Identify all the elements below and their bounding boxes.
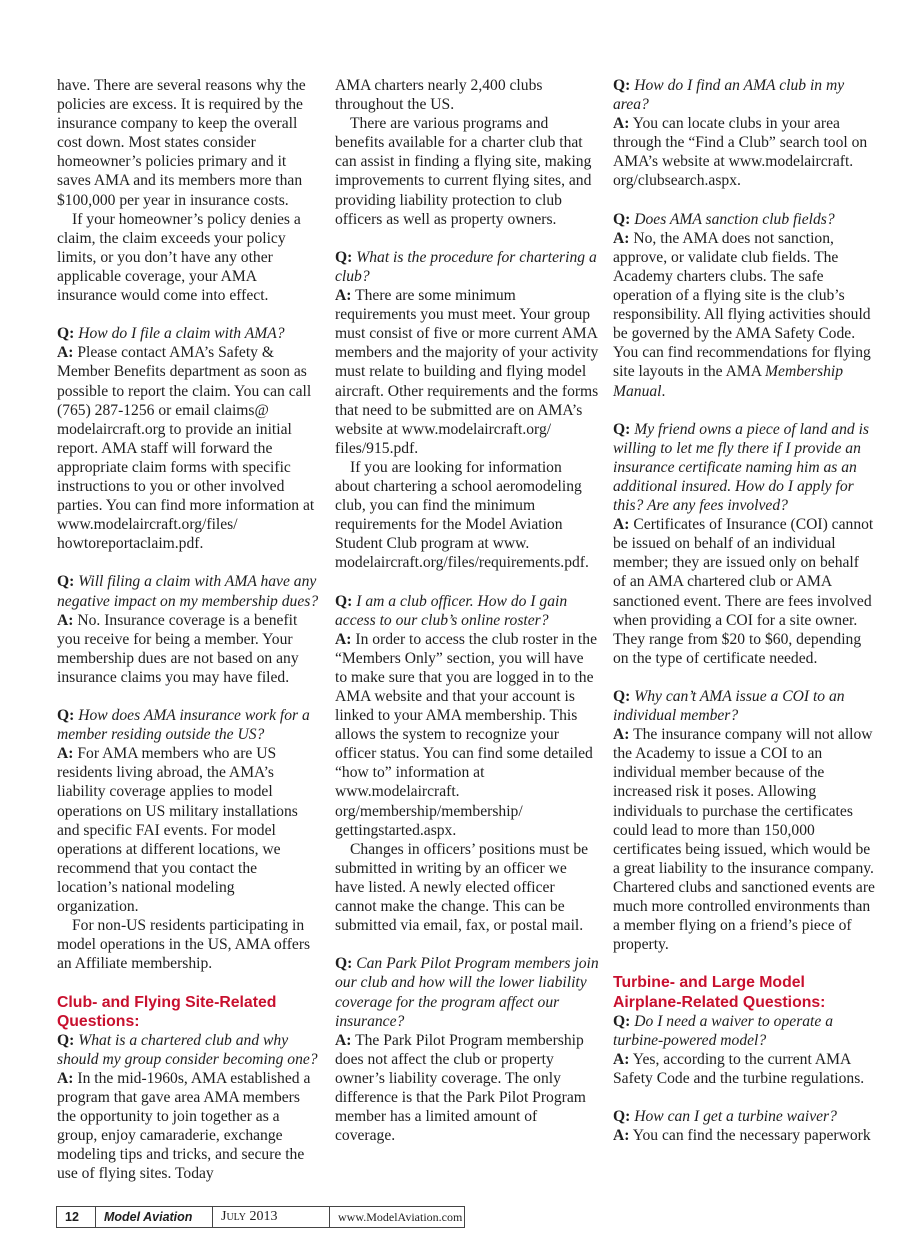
a-label: A:: [57, 344, 74, 362]
question-text: How does AMA insurance work for a member residing outside the US?: [57, 707, 310, 744]
answer: [613, 725, 875, 954]
question: [335, 248, 599, 286]
magazine-name: Model Aviation: [96, 1207, 213, 1227]
q-label: Q:: [57, 1031, 75, 1049]
answer: [613, 1050, 875, 1088]
question-text: I am a club officer. How do I gain access to our club’s online roster?: [335, 592, 568, 629]
q-label: Q:: [613, 688, 631, 705]
question-text: Do I need a waiver to operate a turbine-powered model?: [613, 1012, 834, 1049]
question-text: How do I file a claim with AMA?: [78, 325, 285, 343]
q-label: Q:: [613, 1108, 631, 1126]
q-label: Q:: [613, 420, 631, 438]
q-label: Q:: [57, 325, 75, 343]
answer: [335, 1031, 599, 1146]
question-text: How can I get a turbine waiver?: [634, 1108, 837, 1126]
question-text: Can Park Pilot Program members join our club and how will the lower liability coverage for the program affect our insurance?: [335, 955, 599, 1030]
answer-text-italic: Membership Manual: [613, 363, 844, 400]
answer-text: There are some minimum requirements you must meet. Your group must consist of five or more current AMA members and the majority of your activity must relate to building and flying model aircraft. Other requirements and the forms that need to be submitted are on AMA’s website at www.modelaircraft.org/ files/915.pdf.: [335, 287, 599, 457]
page-footer: [56, 1206, 465, 1228]
question: [335, 954, 599, 1030]
paragraph: If you are looking for information about chartering a school aeromodeling club, you can find the minimum requirements for the Model Aviation Student Club program at www. modelaircraft.org/files/requirements.pdf.: [335, 458, 589, 572]
question-text: My friend owns a piece of land and is willing to let me fly there if I provide an insurance certificate naming him as an additional insured. How do I apply for this? Are any fees involved?: [613, 420, 869, 515]
issue-date: July 2013: [213, 1207, 330, 1227]
question: [613, 210, 875, 229]
a-label: A:: [335, 1031, 352, 1049]
a-label: A:: [613, 229, 630, 247]
a-label: A:: [335, 630, 352, 648]
question-text: How do I find an AMA club in my area?: [613, 77, 845, 114]
q-label: Q:: [613, 210, 631, 228]
q-label: Q:: [335, 955, 353, 973]
a-label: A:: [57, 1069, 74, 1087]
question: [613, 1012, 875, 1050]
question: [613, 1107, 875, 1126]
q-label: Q:: [613, 77, 631, 94]
question: [613, 687, 875, 725]
a-label: A:: [613, 1050, 630, 1068]
paragraph: have. There are several reasons why the policies are excess. It is required by the insurance company to keep the overall cost down. Most states consider homeowner’s policies primary and it saves AMA and its members more than $100,000 per year in insurance costs.: [57, 77, 306, 209]
paragraph: There are various programs and benefits available for a charter club that can assist in finding a flying site, making improvements to current flying sites, and providing liability protection to club officers as well as property owners.: [335, 115, 592, 228]
a-label: A:: [613, 1127, 630, 1145]
answer-text: The insurance company will not allow the Academy to issue a COI to an individual member because of the increased risk it poses. Allowing individuals to purchase the certificates could lead to more than 150,000 certificates being issued, which would be a great liability to the insurance company. Chartered clubs and sanctioned events are much more controlled environments than a member flying on a friend’s piece of property.: [613, 726, 875, 954]
answer: [335, 630, 599, 840]
question-text: Why can’t AMA issue a COI to an individual member?: [613, 688, 845, 725]
answer-text: The Park Pilot Program membership does not affect the club or property owner’s liability coverage. The only difference is that the Park Pilot Program member has a limited amount of coverage.: [335, 1031, 586, 1145]
a-label: A:: [613, 115, 630, 133]
answer: [613, 1126, 875, 1145]
answer: [57, 611, 319, 687]
website-url: www.ModelAviation.com: [338, 1210, 463, 1224]
question: [335, 592, 599, 630]
question: [57, 572, 319, 610]
question-text: What is a chartered club and why should my group consider becoming one?: [57, 1031, 318, 1068]
column-2: [335, 76, 599, 1145]
answer-text: No, the AMA does not sanction, approve, or validate club fields. The Academy charters clubs. The safe operation of a flying site is the club’s responsibility. All flying activities should be governed by the AMA Safety Code. You can find recommendations for flying site layouts in the AMA: [613, 229, 871, 381]
answer-text: Certificates of Insurance (COI) cannot be issued on behalf of an individual member; they are issued only on behalf of an AMA chartered club or AMA sanctioned event. There are fees involved when providing a COI for a site owner. They range from $20 to $60, depending on the type of certificate needed.: [613, 516, 874, 667]
q-label: Q:: [335, 248, 353, 266]
answer-text: .: [661, 382, 666, 400]
question: [57, 706, 319, 744]
q-label: Q:: [57, 573, 75, 591]
paragraph: If your homeowner’s policy denies a claim, the claim exceeds your policy limits, or you don’t have any other applicable coverage, your AMA insurance would come into effect.: [57, 210, 301, 305]
question-text: Will filing a claim with AMA have any negative impact on my membership dues?: [57, 573, 319, 610]
q-label: Q:: [335, 592, 353, 610]
answer-text: You can locate clubs in your area through the “Find a Club” search tool on AMA’s website at www.modelaircraft. org/clubsearch.aspx.: [613, 115, 868, 190]
answer: [613, 229, 875, 401]
paragraph: AMA charters nearly 2,400 clubs throughout the US.: [335, 77, 543, 114]
question: [57, 1031, 319, 1069]
answer: [613, 515, 875, 668]
answer: [613, 114, 875, 190]
a-label: A:: [613, 726, 630, 744]
answer-text: You can find the necessary paperwork: [632, 1127, 871, 1145]
answer-text: In the mid-1960s, AMA established a program that gave area AMA members the opportunity to join together as a group, enjoy camaraderie, exchange modeling tips and tricks, and secure the use of flying sites. Today: [57, 1069, 311, 1183]
question-text: Does AMA sanction club fields?: [634, 210, 835, 228]
question: [57, 324, 319, 343]
section-heading: Turbine- and Large Model Airplane-Related Questions:: [613, 974, 826, 1011]
question: [613, 420, 875, 515]
answer: [57, 1069, 319, 1184]
answer: [57, 744, 319, 916]
answer-text: Yes, according to the current AMA Safety Code and the turbine regulations.: [613, 1050, 865, 1087]
q-label: Q:: [613, 1012, 631, 1030]
answer-text: For AMA members who are US residents living abroad, the AMA’s liability coverage applies to model operations on US military installations and specific FAI events. For model operations at different locations, we recommend that you contact the location’s national modeling organization.: [57, 745, 298, 916]
a-label: A:: [335, 287, 352, 305]
column-3: [613, 76, 875, 1145]
a-label: A:: [613, 516, 630, 534]
question-text: What is the procedure for chartering a club?: [335, 248, 597, 285]
answer-text: In order to access the club roster in the “Members Only” section, you will have to make sure that you are logged in to the AMA website and that your account is linked to your AMA membership. This allows the system to recognize your officer status. You can find some detailed “how to” information at www.modelaircraft. org/membership/membership/ gettingstarted.aspx.: [335, 630, 597, 839]
section-heading: Club- and Flying Site-Related Questions:: [57, 993, 277, 1030]
paragraph: Changes in officers’ positions must be submitted in writing by an officer we have listed. A newly elected officer cannot make the change. This can be submitted via email, fax, or postal mail.: [335, 840, 589, 935]
answer-text: Please contact AMA’s Safety & Member Benefits department as soon as possible to report the claim. You can call (765) 287-1256 or email claims@ modelaircraft.org to provide an initial report. AMA staff will forward the appropriate claim forms with specific instructions to you or other involved parties. You can find more information at www.modelaircraft.org/files/ howtoreportaclaim.pdf.: [57, 344, 315, 553]
q-label: Q:: [57, 707, 75, 725]
column-1: [57, 76, 319, 1183]
page-number: 12: [57, 1207, 96, 1227]
question: [613, 76, 875, 114]
answer: [57, 343, 319, 553]
answer-text: No. Insurance coverage is a benefit you receive for being a member. Your membership dues are not based on any insurance claims you may have filed.: [57, 611, 299, 686]
paragraph: For non-US residents participating in model operations in the US, AMA offers an Affiliate membership.: [57, 917, 311, 973]
answer: [335, 286, 599, 458]
a-label: A:: [57, 611, 74, 629]
a-label: A:: [57, 745, 74, 763]
